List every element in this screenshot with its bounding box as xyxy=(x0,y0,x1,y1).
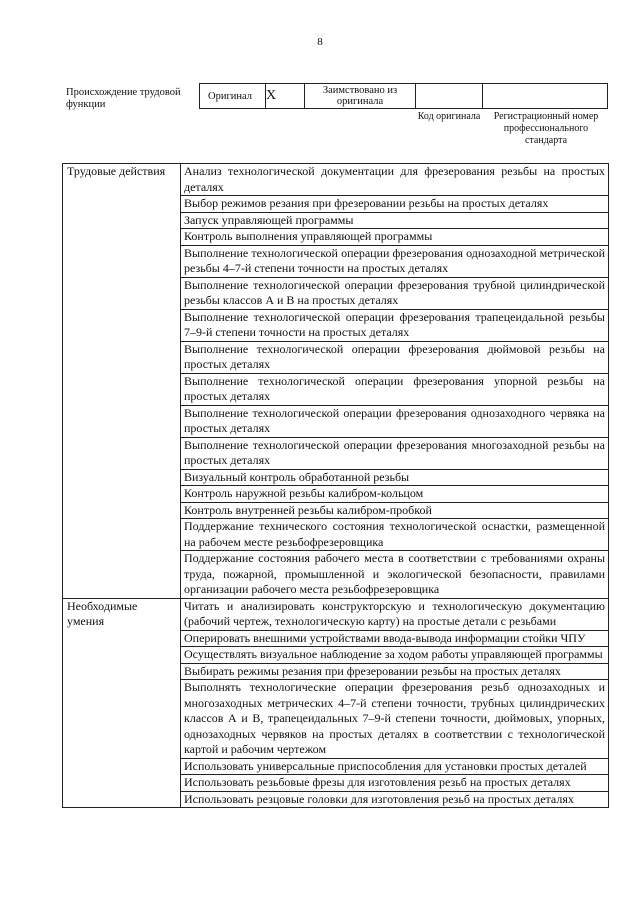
table-cell: Выполнение технологической операции фрезерования многозаходной резьбы на простых деталях xyxy=(181,437,609,469)
function-table xyxy=(62,163,609,808)
registration-number-cell xyxy=(483,84,608,109)
table-cell: Использовать универсальные приспособления для установки простых деталей xyxy=(181,758,609,775)
table-cell: Поддержание состояния рабочего места в соответствии с требованиями охраны труда, пожарной, промышленной и экологической безопасности, правилами организации рабочего места резьбофрезеровщика xyxy=(181,551,609,599)
table-cell: Контроль наружной резьбы калибром-кольцом xyxy=(181,486,609,503)
table-cell: Использовать резьбовые фрезы для изготовления резьб на простых деталях xyxy=(181,775,609,792)
table-cell: Выполнение технологической операции фрезерования однозаходной метрической резьбы 4–7-й степени точности на простых деталях xyxy=(181,245,609,277)
table-cell: Выполнение технологической операции фрезерования упорной резьбы на простых деталях xyxy=(181,373,609,405)
table-cell: Визуальный контроль обработанной резьбы xyxy=(181,469,609,486)
page-number: 8 xyxy=(317,36,323,48)
table-cell: Выбирать режимы резания при фрезеровании резьбы на простых деталях xyxy=(181,663,609,680)
table-cell: Выполнение технологической операции фрезерования дюймовой резьбы на простых деталях xyxy=(181,341,609,373)
section-title: Трудовые действия xyxy=(63,164,181,599)
table-cell: Выполнение технологической операции фрезерования однозаходного червяка на простых деталях xyxy=(181,405,609,437)
table-cell: Выполнение технологической операции фрезерования трубной цилиндрической резьбы классов А и В на простых деталях xyxy=(181,277,609,309)
table-cell: Поддержание технического состояния технологической оснастки, размещенной на рабочем месте резьбофрезеровщика xyxy=(181,519,609,551)
table-cell: Выполнение технологической операции фрезерования трапецеидальной резьбы 7–9-й степени точности на простых деталях xyxy=(181,309,609,341)
original-cell: Оригинал xyxy=(200,84,266,109)
table-row xyxy=(63,598,609,630)
table-cell: Запуск управляющей программы xyxy=(181,212,609,229)
table-cell: Оперировать внешними устройствами ввода-вывода информации стойки ЧПУ xyxy=(181,630,609,647)
table-cell: Использовать резцовые головки для изготовления резьб на простых деталях xyxy=(181,791,609,808)
origin-table xyxy=(199,83,608,109)
origin-label: Происхождение трудовой функции xyxy=(66,87,181,110)
table-row xyxy=(63,164,609,196)
table-cell: Контроль выполнения управляющей программы xyxy=(181,229,609,246)
table-cell: Анализ технологической документации для фрезерования резьбы на простых деталях xyxy=(181,164,609,196)
table-cell: Читать и анализировать конструкторскую и технологическую документацию (рабочий чертеж, технологическую карту) на простые детали с резьбами xyxy=(181,598,609,630)
section-title: Необходимые умения xyxy=(63,598,181,808)
table-cell: Осуществлять визуальное наблюдение за ходом работы управляющей программы xyxy=(181,647,609,664)
original-code-cell xyxy=(416,84,483,109)
code-caption: Код оригинала xyxy=(417,111,481,122)
table-cell: Выполнять технологические операции фрезерования резьб однозаходных и многозаходных метрических 4–7-й степени точности, трубных цилиндрических классов А и В, трапецеидальных 7–9-й степени точности, дюймовых, упорных, однозаходных червяков на простых деталях в соответствии с технологической картой и рабочим чертежом xyxy=(181,680,609,759)
table-cell: Контроль внутренней резьбы калибром-пробкой xyxy=(181,502,609,519)
registration-caption: Регистрационный номер профессионального стандарта xyxy=(493,111,599,146)
borrowed-cell: Заимствовано из оригинала xyxy=(305,84,416,109)
table-cell: Выбор режимов резания при фрезеровании резьбы на простых деталях xyxy=(181,196,609,213)
original-mark: X xyxy=(266,84,305,109)
